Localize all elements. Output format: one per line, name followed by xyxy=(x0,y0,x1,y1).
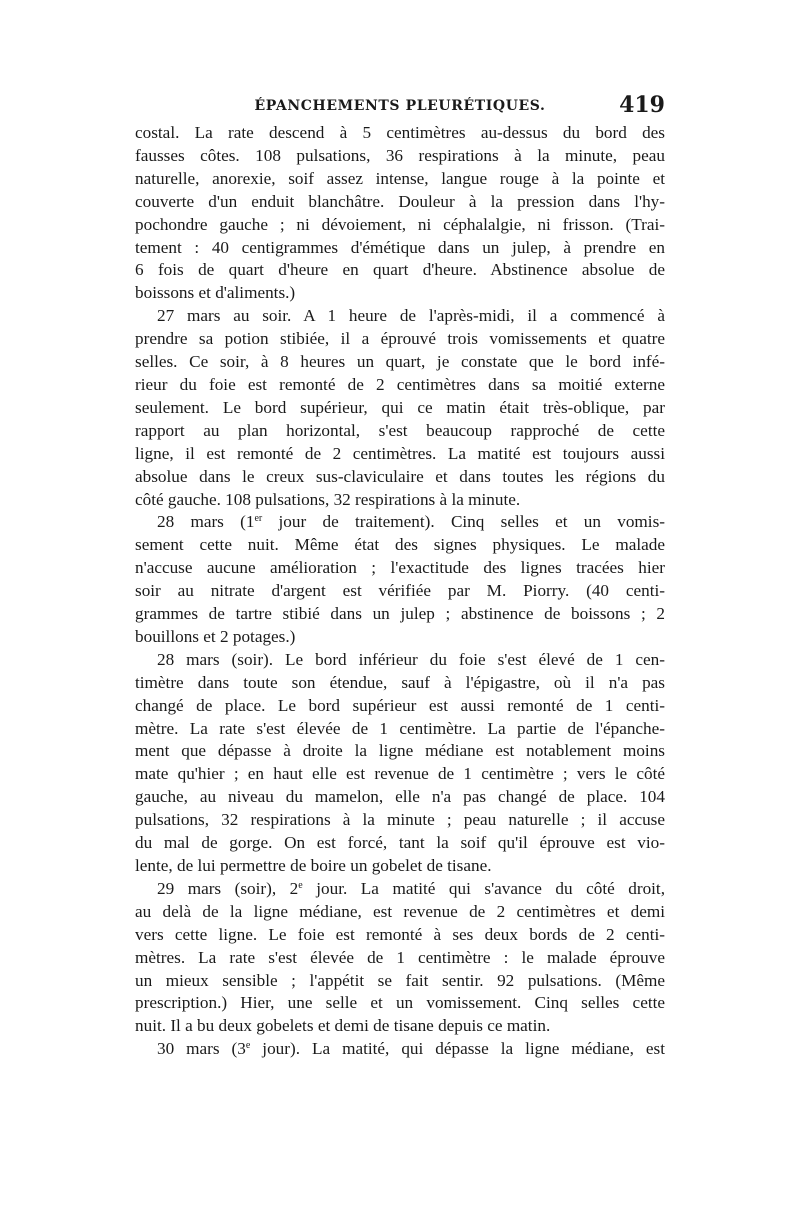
ordinal-superscript: er xyxy=(254,513,263,525)
body-text xyxy=(135,122,665,1061)
text-line: mate qu'hier ; en haut elle est revenue de 1 centimètre ; vers le côté xyxy=(135,764,665,784)
text-line: vers cette ligne. Le foie est remonté à ses deux bords de 2 centi- xyxy=(135,924,665,944)
text-line: grammes de tartre stibié dans un julep ; abstinence de boissons ; 2 xyxy=(135,604,665,624)
text-line: boissons et d'aliments.) xyxy=(135,283,296,303)
text-line: couverte d'un enduit blanchâtre. Douleur à la pression dans l'hy- xyxy=(135,191,665,211)
text-line: selles. Ce soir, à 8 heures un quart, je constate que le bord infé- xyxy=(135,352,665,372)
text-line: tement : 40 centigrammes d'émétique dans un julep, à prendre en xyxy=(135,237,665,257)
text-line: 6 fois de quart d'heure en quart d'heure. Abstinence absolue de xyxy=(135,260,665,280)
text-line: changé de place. Le bord supérieur est aussi remonté de 1 centi- xyxy=(135,695,665,715)
text-line: ment que dépasse à droite la ligne médiane est notablement moins xyxy=(135,741,665,761)
text-line: bouillons et 2 potages.) xyxy=(135,626,296,646)
text-line: timètre dans toute son étendue, sauf à l'épigastre, où il n'a pas xyxy=(135,672,665,692)
running-title: ÉPANCHEMENTS PLEURÉTIQUES. xyxy=(254,98,546,114)
text-line: seulement. Le bord supérieur, qui ce matin était très-oblique, par xyxy=(135,397,665,417)
ordinal-superscript: e xyxy=(298,879,303,891)
text-line: nuit. Il a bu deux gobelets et demi de tisane depuis ce matin. xyxy=(135,1016,551,1036)
text-fragment: jour. La matité qui s'avance du côté droit, xyxy=(302,878,665,898)
text-line xyxy=(135,878,665,901)
text-line: mètres. La rate s'est élevée de 1 centimètre : le malade éprouve xyxy=(135,947,665,967)
ordinal-superscript: e xyxy=(245,1040,251,1052)
text-fragment: 30 mars (3 xyxy=(157,1039,246,1059)
text-line: fausses côtes. 108 pulsations, 36 respirations à la minute, peau xyxy=(135,145,665,165)
text-line: costal. La rate descend à 5 centimètres au-dessus du bord des xyxy=(135,123,665,142)
text-line: pulsations, 32 respirations à la minute ; peau naturelle ; il accuse xyxy=(135,810,665,830)
text-fragment: 29 mars (soir), 2 xyxy=(157,878,299,898)
text-line: naturelle, anorexie, soif assez intense, langue rouge à la pointe et xyxy=(135,168,665,188)
text-line: rieur du foie est remonté de 2 centimètres dans sa moitié externe xyxy=(135,374,665,394)
text-line: au delà de la ligne médiane, est revenue de 2 centimètres et demi xyxy=(135,901,665,921)
text-line: n'accuse aucune amélioration ; l'exactitude des lignes tracées hier xyxy=(135,558,665,578)
text-line: soir au nitrate d'argent est vérifiée par M. Piorry. (40 centi- xyxy=(135,581,665,601)
text-line: mètre. La rate s'est élevée de 1 centimètre. La partie de l'épanche- xyxy=(135,718,665,738)
text-line: sement cette nuit. Même état des signes physiques. Le malade xyxy=(135,535,665,555)
text-line: du mal de gorge. On est forcé, tant la soif qu'il éprouve est vio- xyxy=(135,833,665,853)
text-line: prescription.) Hier, une selle et un vomissement. Cinq selles cette xyxy=(135,993,665,1013)
book-page xyxy=(135,92,665,1061)
text-fragment: 28 mars (1 xyxy=(157,512,255,532)
text-fragment: jour). La matité, qui dépasse la ligne médiane, est xyxy=(250,1039,665,1059)
text-fragment: jour de traitement). Cinq selles et un vomis- xyxy=(262,512,665,532)
text-line: 28 mars (soir). Le bord inférieur du foie s'est élevé de 1 cen- xyxy=(157,649,665,669)
text-line: pochondre gauche ; ni dévoiement, ni céphalalgie, ni frisson. (Trai- xyxy=(135,214,665,234)
text-line: absolue dans le creux sus-claviculaire et dans toutes les régions du xyxy=(135,466,665,486)
text-line: rapport au plan horizontal, s'est beaucoup rapproché de cette xyxy=(135,420,665,440)
text-line: un mieux sensible ; l'appétit se fait sentir. 92 pulsations. (Même xyxy=(135,970,665,990)
text-line: prendre sa potion stibiée, il a éprouvé trois vomissements et quatre xyxy=(135,329,665,349)
text-line xyxy=(135,511,665,534)
running-head xyxy=(135,92,665,122)
text-line: 27 mars au soir. A 1 heure de l'après-midi, il a commencé à xyxy=(157,306,665,326)
text-line: côté gauche. 108 pulsations, 32 respirations à la minute. xyxy=(135,489,521,509)
text-line: lente, de lui permettre de boire un gobelet de tisane. xyxy=(135,856,492,875)
text-line: ligne, il est remonté de 2 centimètres. La matité est toujours aussi xyxy=(135,443,665,463)
text-line: gauche, au niveau du mamelon, elle n'a pas changé de place. 104 xyxy=(135,787,665,807)
text-line xyxy=(135,1038,665,1061)
page-number: 419 xyxy=(619,92,665,118)
